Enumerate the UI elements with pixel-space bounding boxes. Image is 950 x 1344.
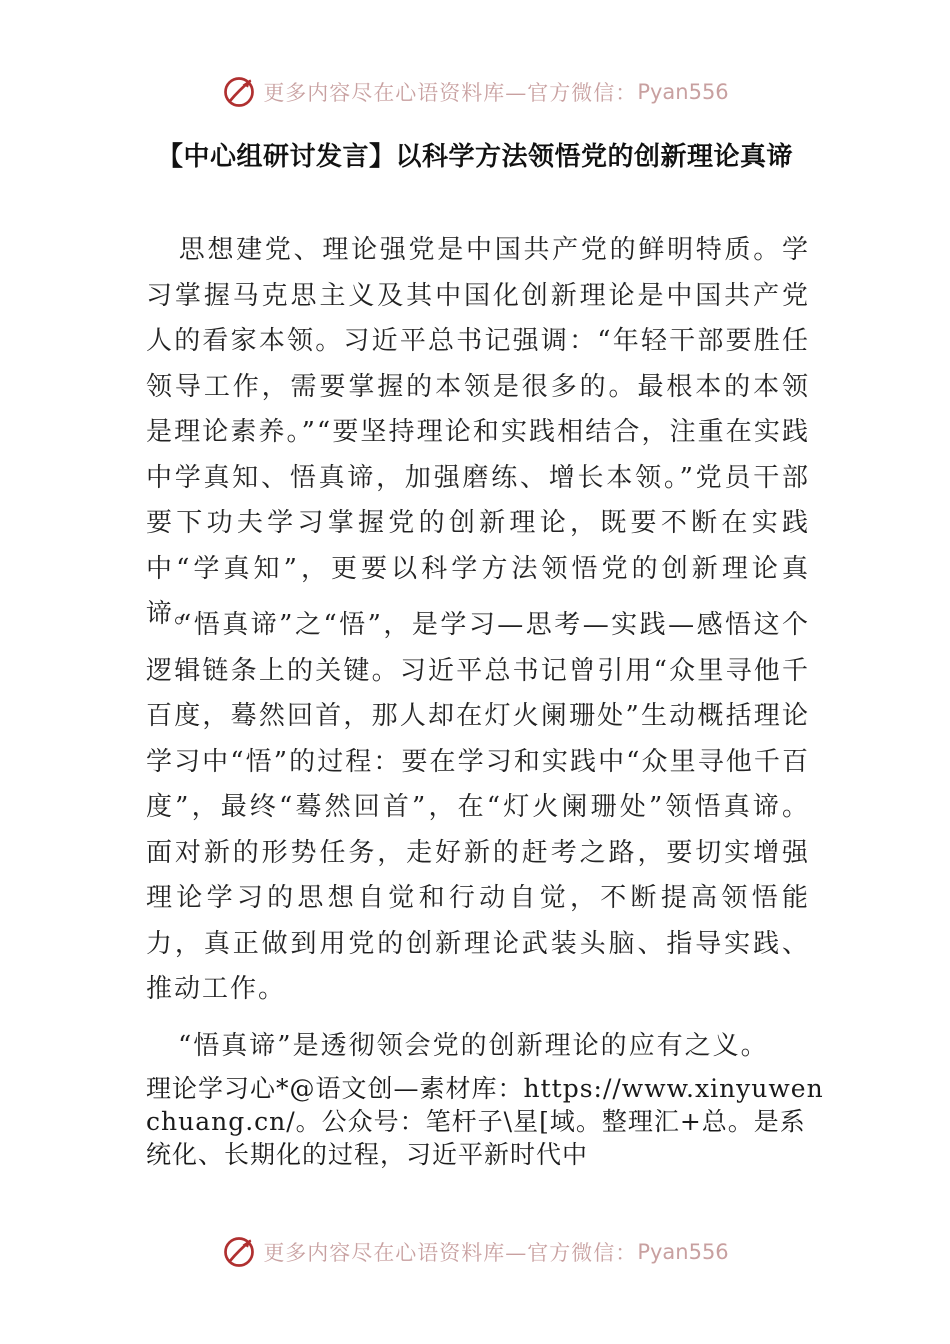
body-paragraph-2: “悟真谛”之“悟”，是学习—思考—实践—感悟这个逻辑链条上的关键。习近平总书记曾引用“众里寻他千百度，蓦然回首，那人却在灯火阑珊处”生动概括理论学习中“悟”的过程：要在学习和实践中“众里寻他千百度”，最终“蓦然回首”，在“灯火阑珊处”领悟真谛。面对新的形势任务，走好新的赶考之路，要切实增强理论学习的思想自觉和行动自觉，不断提高领悟能力，真正做到用党的创新理论武装头脑、指导实践、推动工作。 <box>146 610 810 1004</box>
brand-logo-icon <box>221 1234 257 1270</box>
watermark-banner-bottom <box>0 1232 950 1272</box>
brand-logo-icon <box>221 74 257 110</box>
watermark-text: 更多内容尽在心语资料库—官方微信： <box>263 81 638 105</box>
body-paragraph-1: 思想建党、理论强党是中国共产党的鲜明特质。学习掌握马克思主义及其中国化创新理论是中国共产党人的看家本领。习近平总书记强调：“年轻干部要胜任领导工作，需要掌握的本领是很多的。最根本的本领是理论素养。”“要坚持理论和实践相结合，注重在实践中学真知、悟真谛，加强磨练、增长本领。”党员干部要下功夫学习掌握党的创新理论，既要不断在实践中“学真知”，更要以科学方法领悟党的创新理论真谛。 <box>146 235 810 629</box>
document-title: 【中心组研讨发言】以科学方法领悟党的创新理论真谛 <box>156 142 793 172</box>
watermark-banner-top <box>0 72 950 112</box>
source-note: 理论学习心*@语文创—素材库：https://www.xinyuwenchuang.cn/。公众号：笔杆子\星[域。整理汇+总。是系统化、长期化的过程，习近平新时代中 <box>146 1074 824 1169</box>
watermark-account: Pyan556 <box>637 1240 729 1264</box>
body-paragraph-3: “悟真谛”是透彻领会党的创新理论的应有之义。 <box>178 1031 769 1061</box>
watermark-text: 更多内容尽在心语资料库—官方微信： <box>263 1241 638 1265</box>
watermark-account: Pyan556 <box>637 80 729 104</box>
